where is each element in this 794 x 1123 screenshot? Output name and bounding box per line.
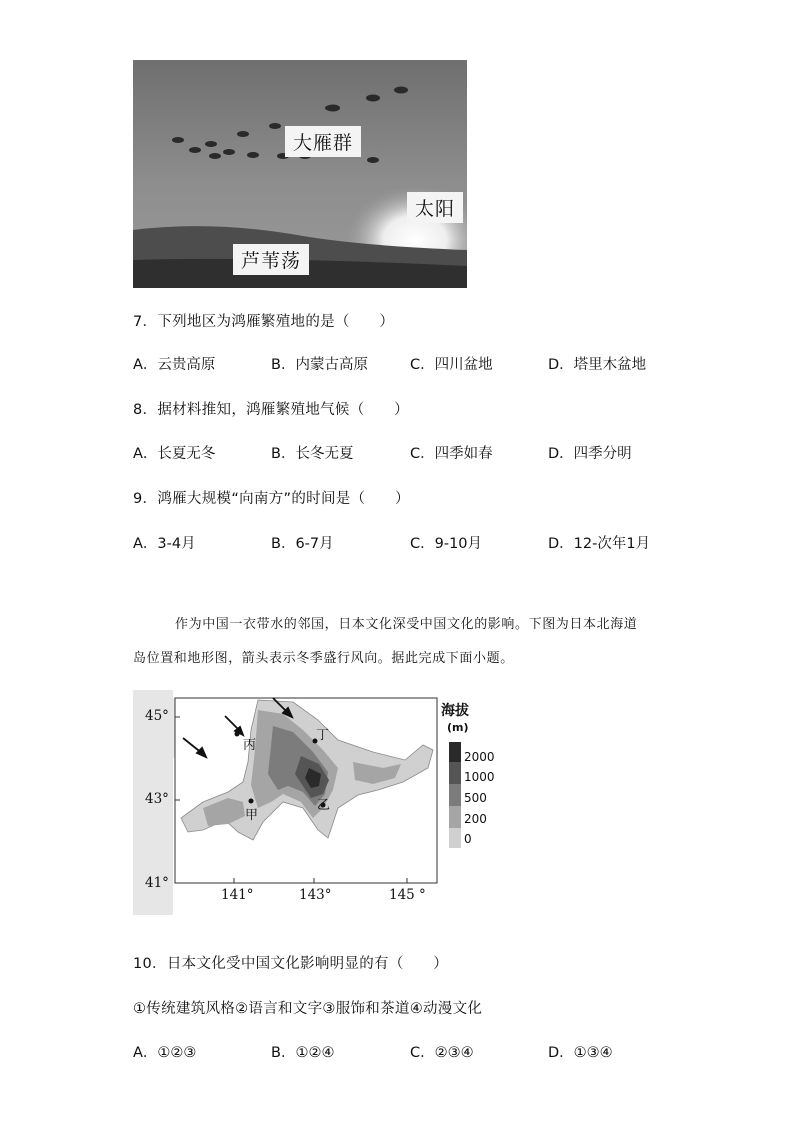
map-graphic — [133, 690, 483, 915]
legend-level-2000: 2000 — [464, 750, 495, 764]
lon-label-143: 143° — [299, 887, 332, 903]
question-9-stem: 9．鸿雁大规模“向南方”的时间是（ ） — [133, 491, 410, 507]
question-9-option-d[interactable]: D．12-次年1月 — [548, 536, 651, 552]
lon-label-141: 141° — [221, 887, 254, 903]
elevation-legend-bar — [449, 742, 461, 848]
sun-label: 太阳 — [407, 192, 463, 223]
question-7-option-d[interactable]: D．塔里木盆地 — [548, 357, 647, 373]
question-8-option-c[interactable]: C．四季如春 — [410, 446, 493, 462]
legend-unit: (m) — [447, 721, 469, 734]
place-label-yi: 乙 — [317, 798, 331, 813]
legend-level-500: 500 — [464, 791, 487, 805]
passage-line-1: 作为中国一衣带水的邻国，日本文化深受中国文化的影响。下图为日本北海道 — [175, 617, 638, 632]
question-8-stem: 8．据材料推知，鸿雁繁殖地气候（ ） — [133, 402, 409, 418]
reeds-label: 芦苇荡 — [233, 244, 309, 275]
question-9-option-c[interactable]: C．9-10月 — [410, 536, 483, 552]
question-7-option-b[interactable]: B．内蒙古高原 — [271, 357, 368, 373]
passage-line-2: 岛位置和地形图，箭头表示冬季盛行风向。据此完成下面小题。 — [133, 651, 514, 666]
question-8-option-b[interactable]: B．长冬无夏 — [271, 446, 354, 462]
question-7-stem: 7．下列地区为鸿雁繁殖地的是（ ） — [133, 314, 395, 330]
place-label-ding: 丁 — [316, 728, 330, 743]
lat-label-41: 41° — [145, 875, 169, 891]
question-10-option-d[interactable]: D．①③④ — [548, 1045, 613, 1061]
legend-level-0: 0 — [464, 832, 472, 846]
question-8-option-d[interactable]: D．四季分明 — [548, 446, 632, 462]
lat-label-43: 43° — [145, 791, 169, 807]
question-10-items: ①传统建筑风格②语言和文字③服饰和茶道④动漫文化 — [133, 1001, 483, 1017]
hokkaido-terrain-map — [133, 690, 495, 915]
question-7-option-a[interactable]: A．云贵高原 — [133, 357, 216, 373]
place-label-bing: 丙 — [243, 738, 257, 753]
question-7-option-c[interactable]: C．四川盆地 — [410, 357, 493, 373]
geese-label: 大雁群 — [285, 126, 361, 157]
question-10-option-a[interactable]: A．①②③ — [133, 1045, 197, 1061]
question-9-option-a[interactable]: A．3-4月 — [133, 536, 196, 552]
question-10-stem: 10．日本文化受中国文化影响明显的有（ ） — [133, 956, 449, 972]
question-9-option-b[interactable]: B．6-7月 — [271, 536, 334, 552]
geese-photo — [133, 60, 467, 288]
question-10-option-c[interactable]: C．②③④ — [410, 1045, 474, 1061]
lon-label-145: 145 ° — [389, 887, 426, 903]
legend-level-1000: 1000 — [464, 770, 495, 784]
legend-title: 海拔 — [441, 703, 469, 719]
question-10-option-b[interactable]: B．①②④ — [271, 1045, 335, 1061]
legend-level-200: 200 — [464, 812, 487, 826]
question-8-option-a[interactable]: A．长夏无冬 — [133, 446, 216, 462]
place-label-jia: 甲 — [245, 808, 259, 823]
lat-label-45: 45° — [145, 708, 169, 724]
